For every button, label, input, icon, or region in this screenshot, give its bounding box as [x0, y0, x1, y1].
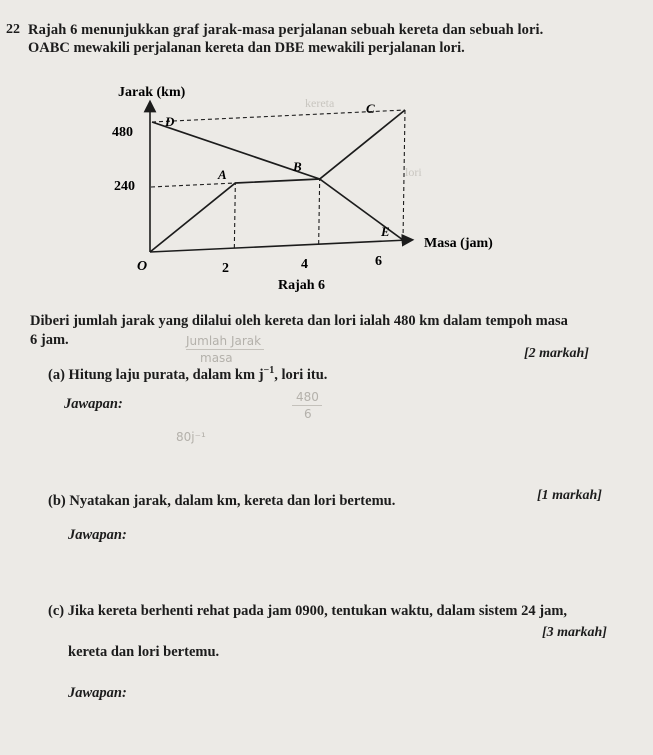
distance-time-graph	[0, 75, 653, 310]
point-label-b: B	[293, 159, 302, 174]
point-label-d: D	[165, 114, 175, 129]
handwritten-kereta: kereta	[305, 96, 335, 110]
point-label-c: C	[366, 101, 375, 116]
given-text-line-2: 6 jam.	[30, 332, 69, 348]
handwritten-fraction-line	[292, 405, 322, 406]
part-a-label: (a)	[48, 366, 65, 383]
part-c-line-1	[48, 603, 567, 620]
part-c-text-line-2: kereta dan lori bertemu.	[68, 644, 220, 660]
part-a-superscript: −1	[263, 365, 275, 376]
handwritten-fraction-top: 480	[296, 390, 319, 404]
x-tick-label-4: 4	[301, 257, 308, 272]
x-tick-label-6: 6	[375, 254, 382, 269]
part-c-text-line-1: Jika kereta berhenti rehat pada jam 0900, tentukan waktu, dalam sistem 24 jam,	[67, 603, 568, 619]
handwritten-lori: lori	[405, 165, 422, 179]
x-axis	[150, 240, 408, 252]
part-a-text-after: , lori itu.	[274, 366, 328, 383]
part-a-text-before: Hitung laju purata, dalam km j	[68, 366, 264, 383]
part-a-answer-label: Jawapan:	[64, 396, 123, 412]
guide-line-x-4	[319, 179, 320, 244]
question-number: 22	[6, 22, 20, 37]
figure-caption: Rajah 6	[278, 278, 326, 293]
part-b-marks: [1 markah]	[537, 488, 602, 503]
handwritten-masa: masa	[200, 351, 233, 365]
origin-label: O	[137, 259, 148, 274]
car-journey-oabc	[150, 110, 405, 252]
question-text-line-2: OABC mewakili perjalanan kereta dan DBE mewakili perjalanan lori.	[28, 40, 465, 56]
point-label-a: A	[218, 167, 227, 182]
part-b-text: Nyatakan jarak, dalam km, kereta dan lori bertemu.	[69, 493, 396, 509]
y-tick-label-240: 240	[114, 179, 135, 194]
point-label-e: E	[381, 224, 390, 239]
part-b-label: (b)	[48, 493, 66, 509]
part-b	[48, 493, 395, 510]
x-tick-label-2: 2	[222, 261, 229, 276]
part-a-marks: [2 markah]	[524, 346, 589, 361]
part-c-label: (c)	[48, 603, 65, 619]
part-b-answer-label: Jawapan:	[68, 527, 127, 543]
part-c-answer-label: Jawapan:	[68, 685, 127, 701]
part-c-marks: [3 markah]	[542, 625, 607, 640]
y-tick-label-480: 480	[112, 125, 133, 140]
handwritten-fraction-bottom: 6	[304, 407, 312, 421]
handwritten-work: 80j⁻¹	[176, 430, 206, 444]
guide-line-x-2	[234, 183, 235, 248]
x-axis-label: Masa (jam)	[424, 236, 493, 251]
guide-line-240	[151, 183, 235, 187]
handwritten-fraction-bar	[186, 349, 264, 350]
part-a	[48, 365, 327, 384]
y-axis-label: Jarak (km)	[118, 85, 186, 100]
given-text-line-1: Diberi jumlah jarak yang dilalui oleh kereta dan lori ialah 480 km dalam tempoh masa	[30, 313, 568, 329]
handwritten-jumlah-jarak: Jumlah Jarak	[186, 334, 262, 348]
question-text-line-1: Rajah 6 menunjukkan graf jarak-masa perjalanan sebuah kereta dan sebuah lori.	[28, 22, 544, 38]
